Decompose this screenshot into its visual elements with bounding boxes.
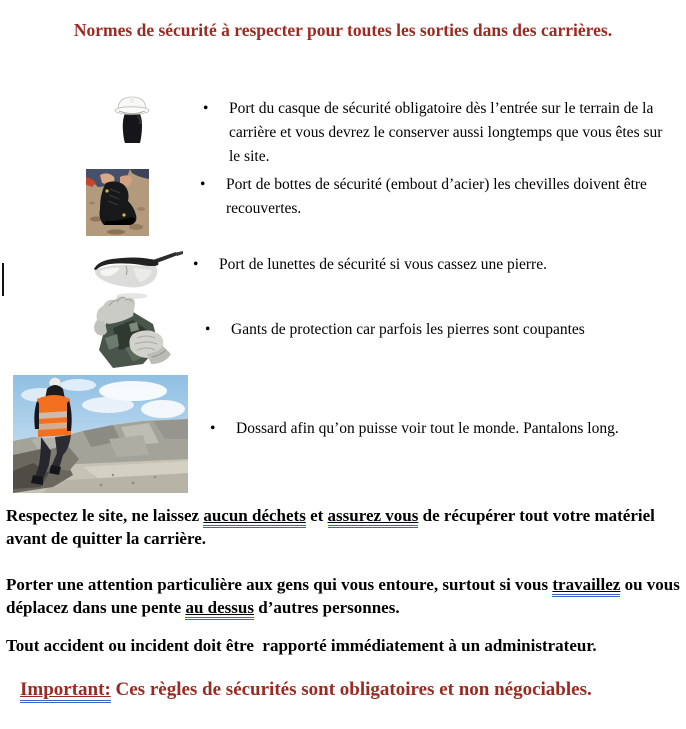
important-note <box>20 677 680 703</box>
text-segment: et <box>305 506 328 525</box>
text-segment: Respectez le site, ne laissez <box>6 506 204 525</box>
bullet-item-dossard <box>210 417 672 441</box>
paragraph-attention <box>6 573 685 619</box>
paragraph-accident <box>6 634 682 657</box>
bullet-text: Port de lunettes de sécurité si vous cassez une pierre. <box>219 256 547 273</box>
underlined-phrase: travaillez <box>552 575 620 597</box>
bullet-text: Gants de protection car parfois les pierres sont coupantes <box>231 321 585 338</box>
underlined-phrase: assurez vous <box>328 506 419 528</box>
bullet-item-casque <box>203 97 673 169</box>
bullet-text: Port de bottes de sécurité (embout d’acier) les chevilles doivent être recouvertes. <box>226 176 647 217</box>
paragraph-respect-site <box>6 504 682 550</box>
text-segment: d’autres personnes. <box>253 598 400 617</box>
boots-image <box>86 169 149 236</box>
bullet-glyph: • <box>205 321 211 338</box>
bullet-item-gants <box>205 318 675 342</box>
text-segment: Ces règles de sécurités sont obligatoires et non négociables. <box>110 679 592 700</box>
text-segment: de récupérer tout votre matériel avant de quitter la carrière. <box>6 506 660 548</box>
text-segment: Tout accident ou incident doit être rapporté immédiatement à un administrateur. <box>6 636 597 655</box>
underlined-phrase: au dessus <box>185 598 254 620</box>
bullet-text: Port du casque de sécurité obligatoire dès l’entrée sur le terrain de la carrière et vous devrez le conserver aussi longtemps que vous êtes sur le site. <box>229 100 663 165</box>
text-segment: ou vous déplacez dans une pente <box>6 575 685 617</box>
bullet-glyph: • <box>200 176 206 193</box>
bullet-glyph: • <box>203 100 209 117</box>
bullet-item-lunettes <box>193 253 673 277</box>
gloves-image <box>89 294 177 373</box>
bullet-glyph: • <box>210 420 216 437</box>
bullet-item-bottes <box>200 173 672 221</box>
text-segment: Porter une attention particulière aux gens qui vous entoure, surtout si vous <box>6 575 553 594</box>
page-title: Normes de sécurité à respecter pour toutes les sorties dans des carrières. <box>73 20 613 40</box>
underlined-phrase: aucun déchets <box>203 506 305 528</box>
quarry-image <box>13 375 188 493</box>
bullet-text: Dossard afin qu’on puisse voir tout le monde. Pantalons long. <box>236 420 619 437</box>
helmet-image <box>111 91 153 147</box>
bullet-glyph: • <box>193 256 199 273</box>
underlined-phrase: Important: <box>20 679 111 703</box>
text-cursor <box>2 263 4 296</box>
